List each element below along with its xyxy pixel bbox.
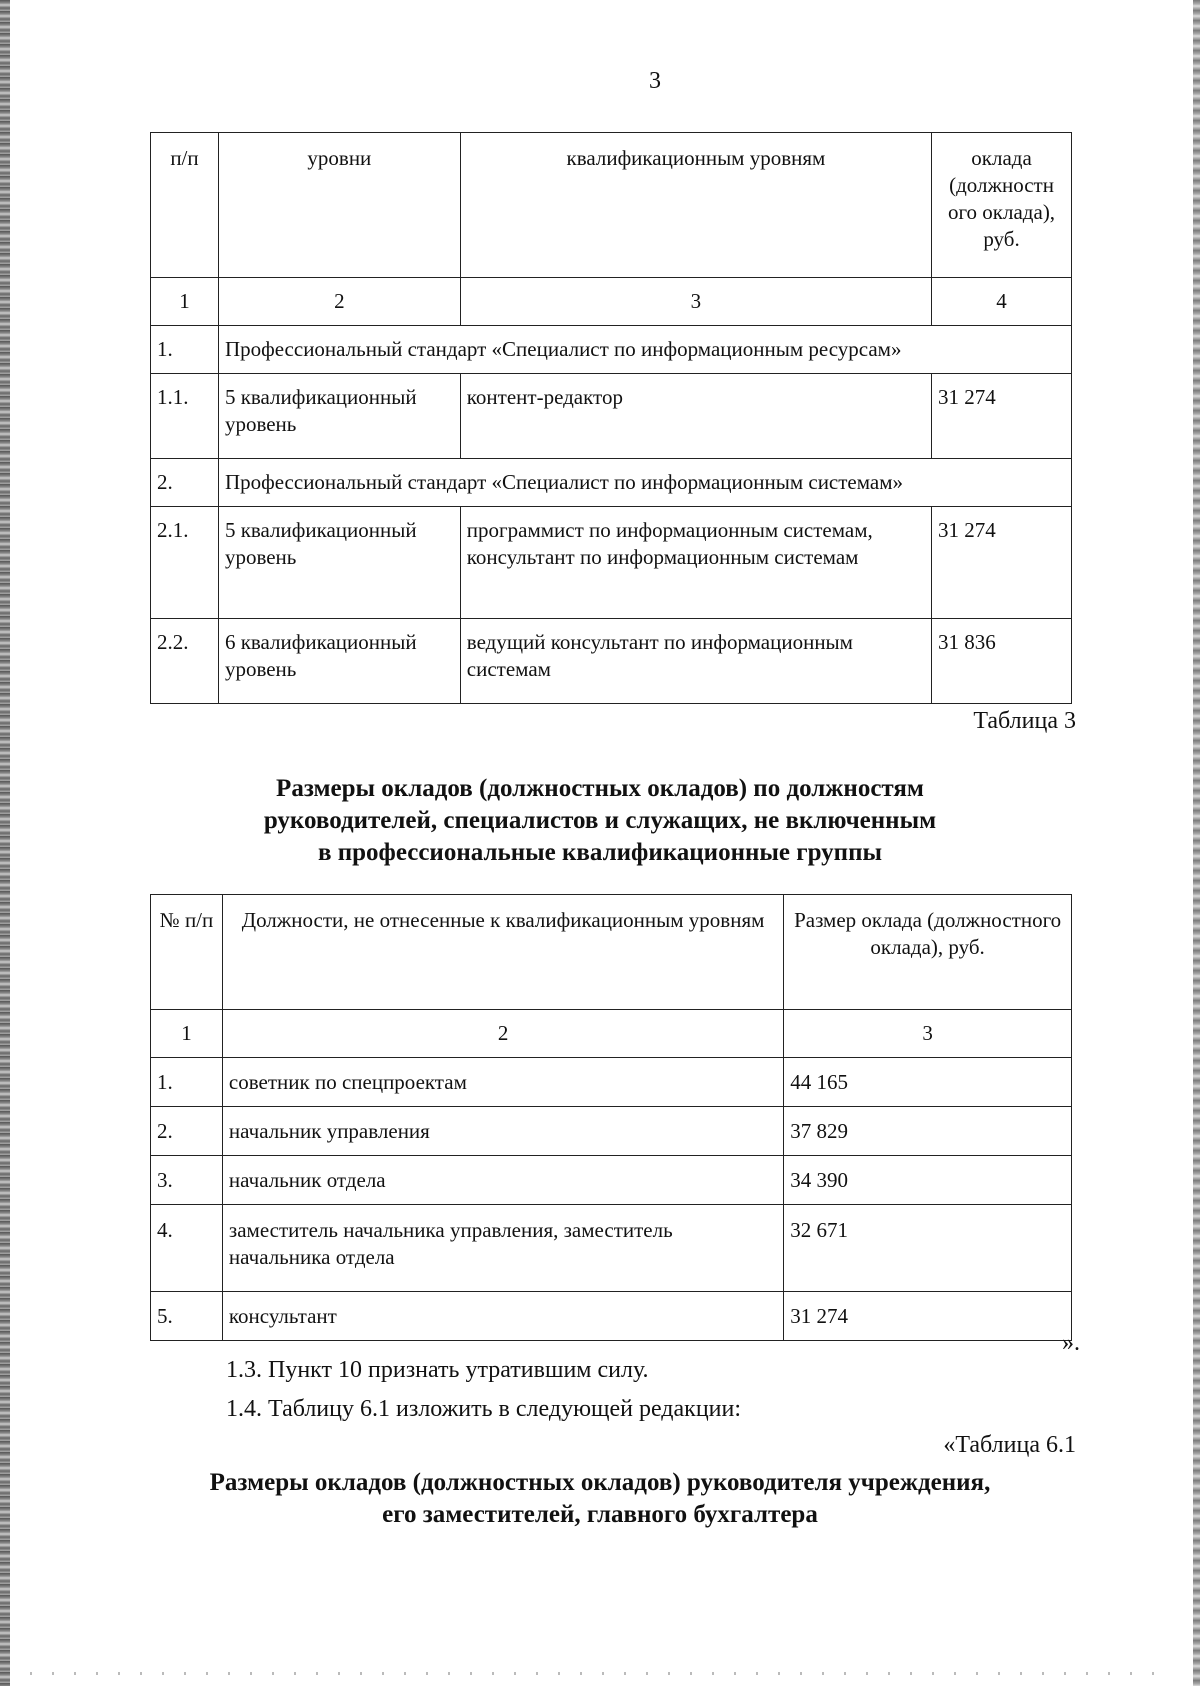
table3-label: Таблица 3 xyxy=(973,708,1076,734)
header-cell-positions: Должности, не отнесенные к квалификационным уровням xyxy=(222,895,783,1010)
table61-label: «Таблица 6.1 xyxy=(943,1432,1076,1458)
section-number: 2. xyxy=(151,459,219,507)
row-position: начальник отдела xyxy=(222,1156,783,1205)
header-cell-num: п/п xyxy=(151,133,219,278)
table-row xyxy=(151,507,1072,619)
row-salary: 37 829 xyxy=(784,1107,1072,1156)
row-level: 5 квалификационный уровень xyxy=(218,374,460,459)
paragraph-1-4: 1.4. Таблицу 6.1 изложить в следующей редакции: xyxy=(226,1396,742,1422)
title-line: Размеры окладов (должностных окладов) по должностям xyxy=(276,775,924,802)
column-number: 1 xyxy=(151,1010,223,1058)
header-salary-line: (должностн xyxy=(949,173,1054,197)
row-number: 2.2. xyxy=(151,619,219,704)
column-numbering-row xyxy=(151,278,1072,326)
header-salary-line: ого оклада), xyxy=(947,200,1056,224)
section-title: Профессиональный стандарт «Специалист по информационным системам» xyxy=(218,459,1071,507)
table-header-row xyxy=(151,133,1072,278)
column-number: 3 xyxy=(460,278,931,326)
row-salary: 31 274 xyxy=(784,1292,1072,1341)
table-row xyxy=(151,1205,1072,1292)
table-row xyxy=(151,1292,1072,1341)
title-line: его заместителей, главного бухгалтера xyxy=(382,1501,818,1528)
row-salary: 31 274 xyxy=(932,374,1072,459)
section-number: 1. xyxy=(151,326,219,374)
row-position: заместитель начальника управления, заместитель начальника отдела xyxy=(222,1205,783,1292)
header-cell-salary: Размер оклада (должностного оклада), руб. xyxy=(784,895,1072,1010)
table-row xyxy=(151,374,1072,459)
row-level: 5 квалификационный уровень xyxy=(218,507,460,619)
row-salary: 31 274 xyxy=(932,507,1072,619)
scan-noise-bottom xyxy=(30,1672,1170,1675)
title-line: в профессиональные квалификационные группы xyxy=(317,839,882,866)
table-row xyxy=(151,1107,1072,1156)
row-number: 2. xyxy=(151,1107,223,1156)
closing-quote: ». xyxy=(1062,1330,1080,1356)
table-row xyxy=(151,1058,1072,1107)
row-number: 2.1. xyxy=(151,507,219,619)
row-position: консультант xyxy=(222,1292,783,1341)
row-position: советник по спецпроектам xyxy=(222,1058,783,1107)
header-cell-num: № п/п xyxy=(151,895,223,1010)
row-number: 4. xyxy=(151,1205,223,1292)
column-numbering-row xyxy=(151,1010,1072,1058)
section-title: Профессиональный стандарт «Специалист по информационным ресурсам» xyxy=(218,326,1071,374)
column-number: 2 xyxy=(222,1010,783,1058)
header-salary-line: оклада xyxy=(971,146,1032,170)
row-salary: 32 671 xyxy=(784,1205,1072,1292)
row-positions: ведущий консультант по информационным системам xyxy=(460,619,931,704)
row-positions: программист по информационным системам, консультант по информационным системам xyxy=(460,507,931,619)
section-row xyxy=(151,326,1072,374)
table-row xyxy=(151,619,1072,704)
title-line: Размеры окладов (должностных окладов) руководителя учреждения, xyxy=(209,1469,991,1496)
salary-table-3 xyxy=(150,894,1072,1341)
row-positions: контент-редактор xyxy=(460,374,931,459)
table-row xyxy=(151,1156,1072,1205)
row-level: 6 квалификационный уровень xyxy=(218,619,460,704)
header-cell-salary xyxy=(932,133,1072,278)
row-salary: 31 836 xyxy=(932,619,1072,704)
column-number: 3 xyxy=(784,1010,1072,1058)
column-number: 1 xyxy=(151,278,219,326)
table61-title xyxy=(0,1467,1200,1531)
row-number: 1. xyxy=(151,1058,223,1107)
row-number: 3. xyxy=(151,1156,223,1205)
page-number: 3 xyxy=(649,68,661,94)
header-cell-levels: уровни xyxy=(218,133,460,278)
header-cell-positions: квалификационным уровням xyxy=(460,133,931,278)
row-salary: 44 165 xyxy=(784,1058,1072,1107)
column-number: 2 xyxy=(218,278,460,326)
paragraph-1-3: 1.3. Пункт 10 признать утратившим силу. xyxy=(226,1357,649,1383)
table3-title xyxy=(0,773,1200,869)
row-number: 5. xyxy=(151,1292,223,1341)
row-number: 1.1. xyxy=(151,374,219,459)
section-row xyxy=(151,459,1072,507)
table-header-row xyxy=(151,895,1072,1010)
row-position: начальник управления xyxy=(222,1107,783,1156)
header-salary-line: руб. xyxy=(983,227,1020,251)
column-number: 4 xyxy=(932,278,1072,326)
row-salary: 34 390 xyxy=(784,1156,1072,1205)
qualification-levels-table xyxy=(150,132,1072,704)
title-line: руководителей, специалистов и служащих, не включенным xyxy=(263,807,937,834)
